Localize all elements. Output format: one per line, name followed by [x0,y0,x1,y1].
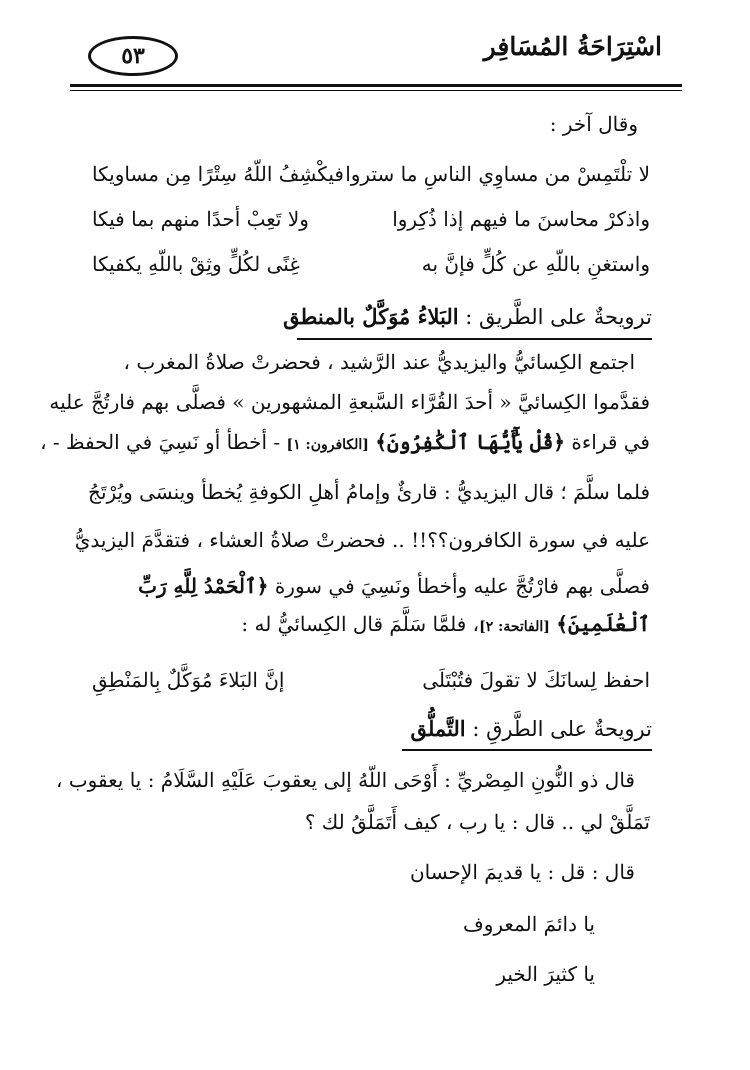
quran-quote: ٱلْعَٰلَمِينَ﴾ [556,612,650,636]
text-run: في قراءة [565,430,650,454]
para2-line1: قال ذو النُّونِ المِصْريِّ : أَوْحَى اللّهُ إلى يعقوبَ عَلَيْهِ السَّلَامُ : يا يعقوب ، [56,768,635,792]
heading-prefix: ترويحةٌ على الطَّرقِ : [465,717,652,741]
para1-line7 [241,612,650,636]
para1-line4: فلما سلَّمَ ؛ قال اليزيديُّ : قارئٌ وإمامُ أهلِ الكوفةِ يُخطأ وينسَى ويُرْتَجُ [88,480,650,504]
quran-quote: ﴿ٱلْحَمْدُ لِلَّهِ رَبِّ [138,574,269,598]
quran-quote: ﴿قُلْ يَٰٓأَيُّهَا ٱلْكَٰفِرُونَ﴾ [375,430,566,454]
para1-line5: عليه في سورة الكافرون؟؟!! .. فحضرتْ صلاةُ العشاء ، فتقدَّمَ اليزيديُّ [74,528,650,552]
supplication-line2: يا دائمَ المعروف [462,912,595,936]
verse-3-first-half: واستغنِ باللّهِ عن كُلٍّ فإنَّ به [421,252,650,276]
verse-4-second-half: إنَّ البَلاءَ مُوَكَّلٌ بِالمَنْطِقِ [92,668,285,692]
para1-line2: فقدَّموا الكِسائيَّ « أحدَ القُرَّاء السَّبعةِ المشهورين » فصلَّى بهم فارتُجَّ عليه [49,390,650,414]
text-run: ، فلمَّا سَلَّمَ قال الكِسائيُّ له : [241,612,480,636]
heading-underline [402,749,652,751]
para2-line2: تَمَلَّقْ لي .. قال : يا رب ، كيف أَتَمَلَّقُ لك ؟ [304,810,650,834]
running-title: اسْتِرَاحَةُ المُسَافِر [483,32,662,61]
verse-4-first-half: احفظ لِسانَكَ لا تقولَ فتُبْتَلَى [422,668,650,692]
heading-prefix: ترويحةٌ على الطَّريق : [458,305,652,329]
header-rule [70,84,682,87]
header-rule-thin [70,90,682,91]
section-heading-1 [283,304,652,329]
heading-title: التَّملُّق [410,716,466,741]
para1-line1: اجتمع الكِسائيُّ واليزيديُّ عند الرَّشيد ، فحضرتْ صلاةُ المغرب ، [123,350,635,374]
verse-1-second-half: فيكْشِفُ اللّهُ سِتْرًا مِن مساويكا [92,162,344,186]
verse-2-first-half: واذكرْ محاسنَ ما فيهم إذا ذُكِروا [392,207,650,231]
supplication-line3: يا كثيرَ الخير [496,962,595,986]
page-number: ٥٣ [88,36,178,76]
verse-3-second-half: غِنًى لكُلٍّ وثِقْ باللّهِ يكفيكا [92,252,300,276]
para1-line3 [40,430,650,454]
heading-underline [297,338,652,340]
para1-line6 [138,574,650,598]
text-run: فصلَّى بهم فارْتُجَّ عليه وأخطأ ونَسِيَ في سورة [268,574,650,598]
verse-1-first-half: لا تلْتَمِسْ من مساوِي الناسِ ما ستروا [345,162,650,186]
intro-line: وقال آخر : [549,112,638,136]
supplication-line1: قال : قل : يا قديمَ الإحسان [409,860,635,884]
text-run: - أخطأ أو نَسِيَ في الحفظ - ، [40,430,287,454]
quran-reference: [الكافرون: ١] [286,437,369,453]
heading-title: البَلاءُ مُوَكَّلٌ بالمنطق [283,304,459,329]
verse-2-second-half: ولا تَعِبْ أحدًا منهم بما فيكا [92,207,309,231]
section-heading-2 [410,716,652,741]
quran-reference: [الفاتحة: ٢] [479,619,550,635]
